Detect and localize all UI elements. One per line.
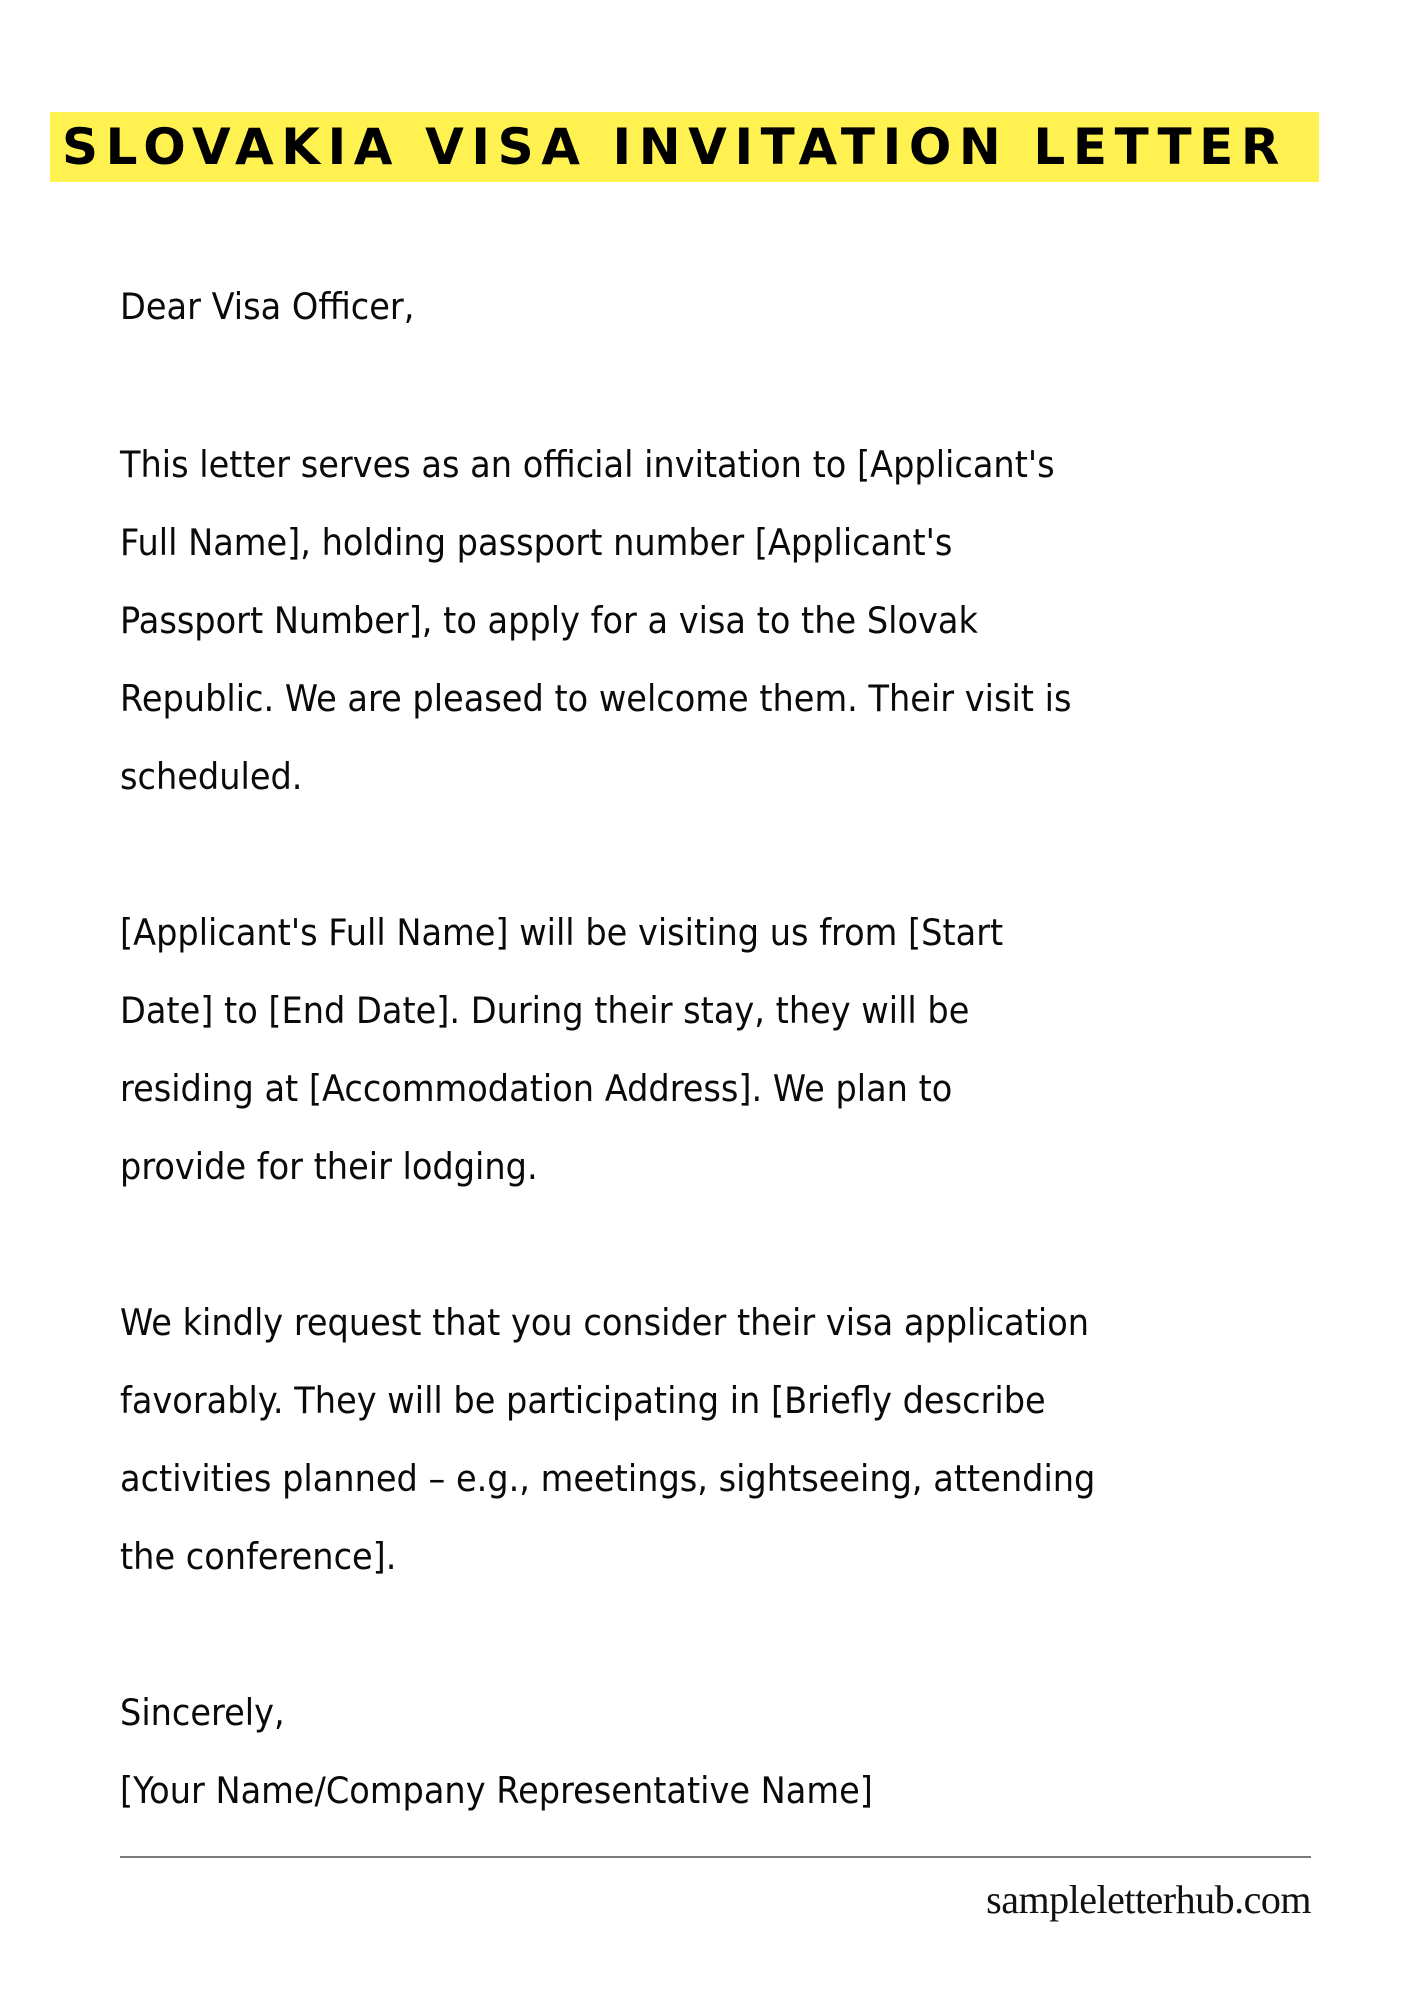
salutation: Dear Visa Officer, — [120, 285, 415, 328]
page-title: SLOVAKIA VISA INVITATION LETTER — [62, 118, 1288, 176]
paragraph-line: We kindly request that you consider their visa application — [120, 1301, 1090, 1344]
signature-placeholder: [Your Name/Company Representative Name] — [120, 1769, 873, 1812]
paragraph-line: activities planned – e.g., meetings, sightseeing, attending — [120, 1457, 1096, 1500]
paragraph-line: Passport Number], to apply for a visa to the Slovak — [120, 599, 978, 642]
paragraph-line: the conference]. — [120, 1535, 397, 1578]
paragraph-line: provide for their lodging. — [120, 1145, 538, 1188]
paragraph-line: [Applicant's Full Name] will be visiting us from [Start — [120, 911, 1004, 954]
title-highlight — [50, 112, 1319, 182]
paragraph-line: Republic. We are pleased to welcome them. Their visit is — [120, 677, 1072, 720]
paragraph-line: This letter serves as an official invitation to [Applicant's — [120, 443, 1055, 486]
paragraph-line: favorably. They will be participating in [Briefly describe — [120, 1379, 1046, 1422]
paragraph-line: scheduled. — [120, 755, 303, 798]
closing: Sincerely, — [120, 1691, 285, 1734]
paragraph-line: Date] to [End Date]. During their stay, they will be — [120, 989, 970, 1032]
paragraph-line: Full Name], holding passport number [Applicant's — [120, 521, 953, 564]
footer-site-name: sampleletterhub.com — [986, 1877, 1311, 1922]
paragraph-line: residing at [Accommodation Address]. We plan to — [120, 1067, 953, 1110]
footer-divider — [120, 1856, 1311, 1858]
